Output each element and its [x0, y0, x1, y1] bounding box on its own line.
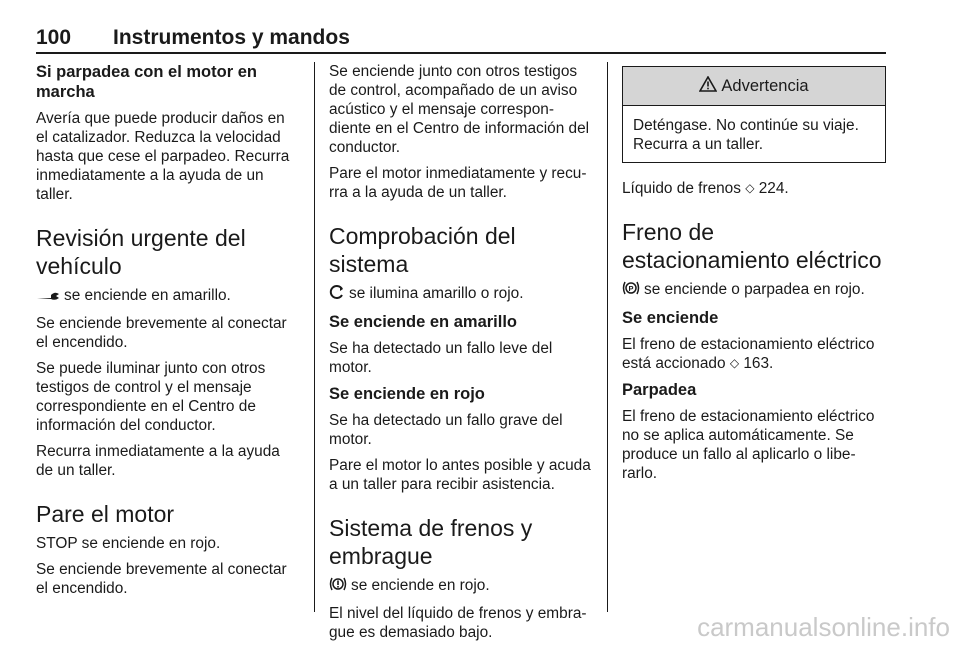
paragraph: se enciende en rojo. — [329, 576, 593, 597]
heading-system-check: Comprobación del sistema — [329, 223, 516, 277]
heading-electric-parking-brake: Freno de estacionamiento eléctrico — [622, 219, 882, 273]
wrench-icon — [36, 288, 60, 307]
svg-text:P: P — [628, 283, 634, 293]
parking-brake-icon — [622, 280, 640, 301]
brake-warning-icon — [329, 576, 347, 597]
paragraph: Se enciende brevemente al conectar el encendido. — [36, 315, 287, 351]
heading-yellow: Se enciende en amarillo — [329, 313, 517, 331]
heading-urgent-service: Revisión urgente del vehículo — [36, 225, 246, 279]
column-2 — [329, 62, 593, 649]
paragraph: Pare el motor inmediatamente y recu-rra a la ayuda de un taller. — [329, 165, 587, 201]
paragraph: se enciende en amarillo. — [36, 286, 300, 307]
paragraph: Se puede iluminar junto con otros testigos de control y el mensaje correspondiente en el Centro de información del conductor. — [36, 360, 266, 434]
heading-flash: Si parpadea con el motor en marcha — [36, 63, 257, 101]
warning-box — [622, 66, 886, 163]
heading-stop-engine: Pare el motor — [36, 501, 175, 527]
paragraph: El freno de estacionamiento eléctrico está accionado ◇ 163. — [622, 336, 875, 372]
system-check-icon — [329, 284, 345, 305]
column-divider — [607, 62, 608, 612]
page-header — [36, 26, 886, 52]
column-3 — [622, 62, 886, 490]
paragraph: STOP se enciende en rojo. — [36, 535, 221, 552]
page-title: Instrumentos y mandos — [113, 26, 350, 49]
paragraph: Líquido de frenos ◇ 224. — [622, 180, 789, 197]
paragraph: Pare el motor lo antes posible y acuda a un taller para recibir asistencia. — [329, 457, 591, 493]
column-1 — [36, 62, 300, 605]
watermark: carmanualsonline.info — [697, 612, 950, 642]
heading-lights-on: Se enciende — [622, 309, 719, 327]
paragraph: P se enciende o parpadea en rojo. — [622, 280, 886, 301]
paragraph: Se enciende junto con otros testigos de control, acompañado de un aviso acústico y el mensaje correspon-diente en el Centro de información del conductor. — [329, 63, 590, 156]
page-reference[interactable]: 163. — [743, 355, 774, 372]
page-number: 100 — [36, 26, 72, 49]
warning-title: Advertencia — [721, 76, 809, 95]
paragraph: Se ha detectado un fallo leve del motor. — [329, 340, 553, 376]
warning-header — [623, 67, 885, 106]
paragraph: Avería que puede producir daños en el catalizador. Reduzca la velocidad hasta que cese el parpadeo. Recurra inmediatamente a la ayuda de un taller. — [36, 110, 290, 203]
heading-brake-system: Sistema de frenos y embrague — [329, 515, 533, 569]
heading-red: Se enciende en rojo — [329, 385, 485, 403]
paragraph: Recurra inmediatamente a la ayuda de un taller. — [36, 443, 280, 479]
header-rule — [36, 52, 886, 54]
paragraph: El nivel del líquido de frenos y embra-gue es demasiado bajo. — [329, 605, 587, 641]
column-divider — [314, 62, 315, 612]
page-ref-arrow-icon: ◇ — [745, 181, 755, 195]
paragraph: se ilumina amarillo o rojo. — [329, 284, 593, 305]
page-reference[interactable]: 224. — [758, 180, 789, 197]
warning-text: Deténgase. No continúe su viaje. Recurra a un taller. — [633, 117, 859, 153]
paragraph: El freno de estacionamiento eléctrico no se aplica automáticamente. Se produce un fallo al aplicarlo o libe-rarlo. — [622, 408, 875, 482]
page-ref-arrow-icon: ◇ — [729, 356, 740, 370]
paragraph: Se enciende brevemente al conectar el encendido. — [36, 561, 287, 597]
heading-flashes: Parpadea — [622, 381, 697, 399]
paragraph: Se ha detectado un fallo grave del motor. — [329, 412, 563, 448]
warning-triangle-icon — [699, 76, 717, 97]
